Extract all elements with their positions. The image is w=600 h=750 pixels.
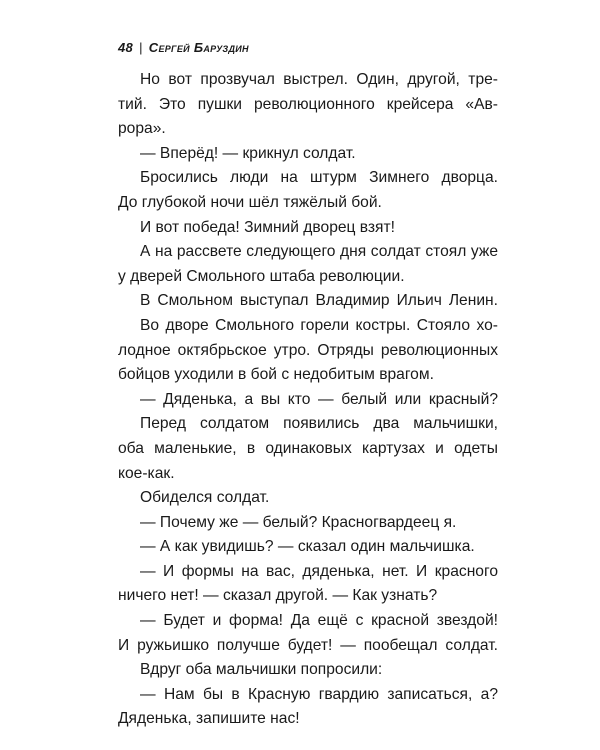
text-line: — А как увидишь? — сказал один мальчишка. — [140, 538, 475, 556]
text-line: Дяденька, запишите нас! — [118, 710, 300, 728]
text-line: бойцов уходили в бой с недобитым врагом. — [118, 366, 434, 384]
text-line: Бросились люди на штурм Зимнего дворца. — [140, 169, 498, 187]
text-line: — Почему же — белый? Красногвардеец я. — [140, 513, 457, 531]
text-line: А на рассвете следующего дня солдат стоял уже — [140, 243, 498, 261]
text-line: — И формы на вас, дяденька, нет. И красного — [140, 562, 498, 580]
text-line: И ружьишко получше будет! — пообещал солдат. — [118, 636, 498, 654]
text-line: Во дворе Смольного горели костры. Стояло хо- — [140, 316, 498, 334]
text-line: кое-как. — [118, 464, 175, 482]
text-line: Перед солдатом появились два мальчишки, — [140, 415, 498, 433]
text-line: — Нам бы в Красную гвардию записаться, а? — [140, 685, 498, 703]
author-name: Сергей Баруздин — [148, 40, 249, 55]
text-line: оба маленькие, в одинаковых картузах и одеты — [118, 439, 498, 457]
text-line: — Дяденька, а вы кто — белый или красный? — [140, 390, 498, 408]
text-line: — Будет и форма! Да ещё с красной звездой! — [140, 612, 498, 630]
text-line: лодное октябрьское утро. Отряды революционных — [118, 341, 498, 359]
header-separator: | — [139, 40, 143, 55]
text-line: ничего нет! — сказал другой. — Как узнать? — [118, 587, 438, 605]
running-head — [118, 40, 249, 55]
text-line: И вот победа! Зимний дворец взят! — [140, 218, 395, 236]
text-line: — Вперёд! — крикнул солдат. — [140, 144, 356, 162]
body-text — [118, 68, 498, 732]
page-number: 48 — [118, 40, 134, 55]
text-line: До глубокой ночи шёл тяжёлый бой. — [118, 193, 382, 211]
text-line: тий. Это пушки революционного крейсера «Ав- — [118, 95, 498, 113]
text-line: В Смольном выступал Владимир Ильич Ленин. — [140, 292, 498, 310]
text-line: Обиделся солдат. — [140, 489, 270, 507]
text-line: у дверей Смольного штаба революции. — [118, 267, 405, 285]
text-line: Но вот прозвучал выстрел. Один, другой, тре- — [140, 71, 498, 88]
text-line: рора». — [118, 120, 166, 138]
text-line: Вдруг оба мальчишки попросили: — [140, 661, 383, 679]
